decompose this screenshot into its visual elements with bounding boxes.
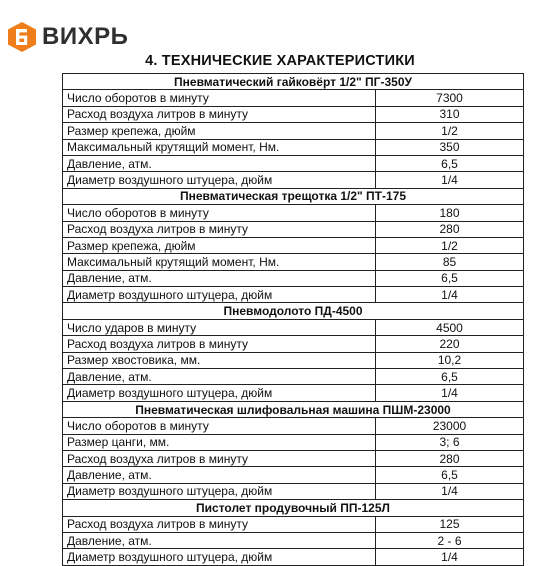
parameter-name: Давление, атм. [63,532,376,548]
parameter-name: Размер цанги, мм. [63,434,376,450]
parameter-name: Диаметр воздушного штуцера, дюйм [63,287,376,303]
parameter-value: 2 - 6 [376,532,524,548]
table-row [63,221,524,237]
parameter-value: 1/4 [376,287,524,303]
parameter-name: Расход воздуха литров в минуту [63,106,376,122]
parameter-name: Давление, атм. [63,155,376,171]
table-row [63,155,524,171]
vihr-logo-icon [8,22,36,52]
parameter-value: 85 [376,254,524,270]
parameter-name: Число оборотов в минуту [63,90,376,106]
parameter-name: Размер крепежа, дюйм [63,123,376,139]
section-heading: Пневматическая трещотка 1/2" ПТ-175 [63,188,524,204]
parameter-name: Максимальный крутящий момент, Нм. [63,254,376,270]
specifications-table [62,73,524,566]
parameter-name: Давление, атм. [63,369,376,385]
table-row [63,483,524,499]
section-heading: Пневматический гайковёрт 1/2" ПГ-350У [63,74,524,90]
section-heading: Пистолет продувочный ПП-125Л [63,500,524,516]
parameter-name: Давление, атм. [63,270,376,286]
table-row [63,467,524,483]
parameter-value: 350 [376,139,524,155]
parameter-name: Число оборотов в минуту [63,418,376,434]
table-row [63,385,524,401]
parameter-value: 220 [376,336,524,352]
table-row [63,418,524,434]
parameter-name: Давление, атм. [63,467,376,483]
parameter-name: Размер хвостовика, мм. [63,352,376,368]
parameter-value: 6,5 [376,155,524,171]
parameter-value: 4500 [376,319,524,335]
table-row [63,516,524,532]
section-heading: Пневмодолото ПД-4500 [63,303,524,319]
parameter-value: 6,5 [376,270,524,286]
section-header-row [63,303,524,319]
parameter-name: Диаметр воздушного штуцера, дюйм [63,385,376,401]
parameter-value: 1/4 [376,172,524,188]
parameter-name: Размер крепежа, дюйм [63,237,376,253]
parameter-value: 6,5 [376,369,524,385]
parameter-value: 23000 [376,418,524,434]
parameter-value: 3; 6 [376,434,524,450]
parameter-value: 1/4 [376,385,524,401]
table-row [63,254,524,270]
parameter-value: 280 [376,450,524,466]
table-row [63,287,524,303]
parameter-name: Максимальный крутящий момент, Нм. [63,139,376,155]
table-row [63,237,524,253]
brand-header [8,22,128,52]
parameter-value: 1/4 [376,549,524,565]
parameter-name: Расход воздуха литров в минуту [63,221,376,237]
table-row [63,270,524,286]
table-row [63,450,524,466]
parameter-value: 1/2 [376,237,524,253]
parameter-value: 6,5 [376,467,524,483]
table-row [63,205,524,221]
table-row [63,319,524,335]
table-row [63,352,524,368]
table-row [63,139,524,155]
parameter-value: 125 [376,516,524,532]
parameter-name: Число оборотов в минуту [63,205,376,221]
section-header-row [63,74,524,90]
parameter-value: 10,2 [376,352,524,368]
table-row [63,172,524,188]
parameter-value: 1/2 [376,123,524,139]
parameter-name: Диаметр воздушного штуцера, дюйм [63,483,376,499]
parameter-name: Расход воздуха литров в минуту [63,516,376,532]
table-row [63,90,524,106]
table-row [63,369,524,385]
table-row [63,549,524,565]
section-header-row [63,188,524,204]
parameter-name: Расход воздуха литров в минуту [63,336,376,352]
parameter-value: 180 [376,205,524,221]
table-row [63,532,524,548]
table-row [63,434,524,450]
parameter-value: 310 [376,106,524,122]
section-heading: Пневматическая шлифовальная машина ПШМ-23000 [63,401,524,417]
parameter-name: Диаметр воздушного штуцера, дюйм [63,549,376,565]
section-header-row [63,401,524,417]
table-row [63,123,524,139]
parameter-name: Диаметр воздушного штуцера, дюйм [63,172,376,188]
parameter-value: 7300 [376,90,524,106]
section-header-row [63,500,524,516]
parameter-value: 280 [376,221,524,237]
table-row [63,336,524,352]
table-row [63,106,524,122]
page-title: 4. ТЕХНИЧЕСКИЕ ХАРАКТЕРИСТИКИ [145,53,415,69]
parameter-name: Расход воздуха литров в минуту [63,450,376,466]
parameter-name: Число ударов в минуту [63,319,376,335]
parameter-value: 1/4 [376,483,524,499]
brand-name: ВИХРЬ [42,23,129,50]
